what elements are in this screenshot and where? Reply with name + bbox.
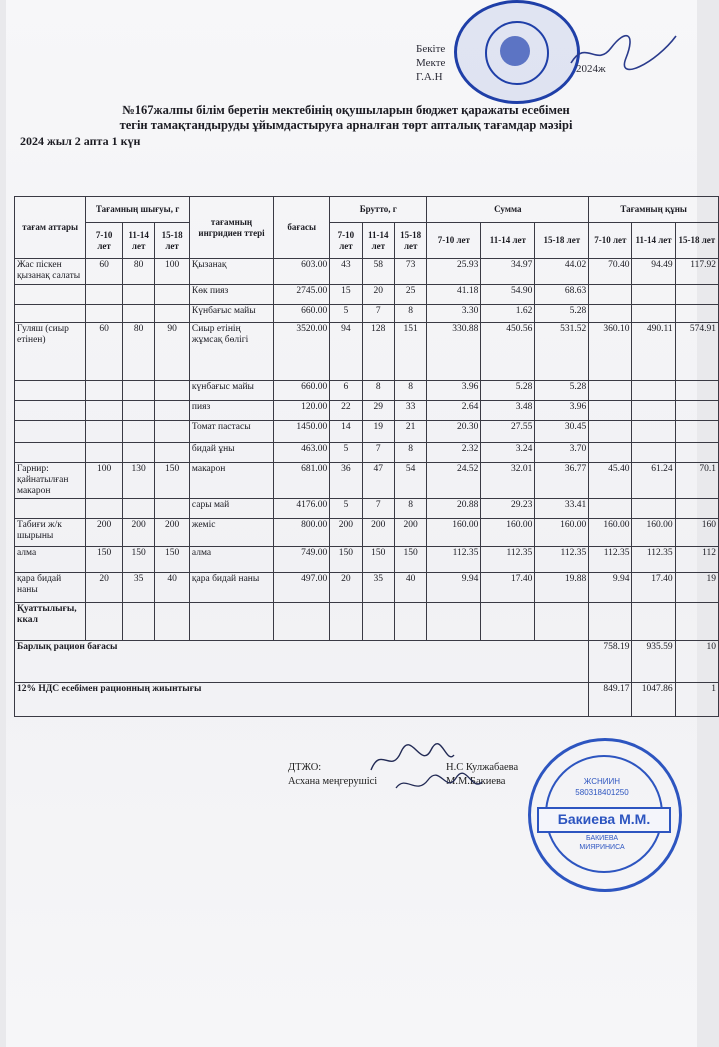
- cell-price: 463.00: [274, 443, 330, 463]
- cell-s3: 44.02: [535, 259, 589, 285]
- cell-g1: 15: [330, 285, 362, 305]
- cell-c1: 360.10: [589, 323, 632, 381]
- ration-total-15-18: 10: [675, 641, 718, 683]
- cell-ing: сары май: [189, 499, 273, 519]
- title-line-1: №167жалпы білім беретін мектебінің оқушыларын бюджет қаражаты есебімен: [122, 103, 570, 117]
- cell-s3: 5.28: [535, 305, 589, 323]
- table-row: [15, 443, 719, 463]
- cell-c1: [589, 499, 632, 519]
- cell-p3: [155, 401, 190, 421]
- cell-c1: [589, 603, 632, 641]
- approval-line-1: Бекіте: [416, 43, 446, 55]
- cell-p2: [122, 401, 154, 421]
- cell-p3: [155, 381, 190, 401]
- cell-c1: [589, 421, 632, 443]
- cell-price: 800.00: [274, 519, 330, 547]
- cell-s3: [535, 603, 589, 641]
- official-seal-top: [454, 0, 580, 104]
- cell-g2: 150: [362, 547, 394, 573]
- cell-g3: [394, 603, 426, 641]
- cell-g3: 151: [394, 323, 426, 381]
- cell-c2: 61.24: [632, 463, 675, 499]
- cell-price: 1450.00: [274, 421, 330, 443]
- cell-g3: 40: [394, 573, 426, 603]
- cell-g1: 36: [330, 463, 362, 499]
- cell-price: [274, 603, 330, 641]
- cell-s2: 450.56: [481, 323, 535, 381]
- approval-year: 2024ж: [576, 63, 606, 75]
- cell-c1: 112.35: [589, 547, 632, 573]
- table-row: [15, 519, 719, 547]
- cell-g3: 8: [394, 305, 426, 323]
- cell-s1: 160.00: [427, 519, 481, 547]
- cell-p2: 150: [122, 547, 154, 573]
- table-row: [15, 463, 719, 499]
- cell-c2: [632, 285, 675, 305]
- cell-s1: 9.94: [427, 573, 481, 603]
- cell-c2: [632, 499, 675, 519]
- table-row: [15, 499, 719, 519]
- cell-c1: [589, 305, 632, 323]
- cell-price: 120.00: [274, 401, 330, 421]
- cell-p1: 20: [86, 573, 123, 603]
- cell-g1: 20: [330, 573, 362, 603]
- cell-p3: [155, 443, 190, 463]
- header-ingredients: тағамның ингридиен ттері: [189, 197, 273, 259]
- document-page: [6, 0, 716, 1047]
- cell-g2: 8: [362, 381, 394, 401]
- stamp-name-box: [537, 807, 671, 833]
- cell-s1: 112.35: [427, 547, 481, 573]
- cell-g3: 25: [394, 285, 426, 305]
- approval-line-2: Мекте: [416, 57, 446, 69]
- cell-dish: [15, 305, 86, 323]
- cell-p1: [86, 305, 123, 323]
- table-row: [15, 573, 719, 603]
- cell-ing: жеміс: [189, 519, 273, 547]
- cell-ing: күнбағыс майы: [189, 381, 273, 401]
- cell-g2: 7: [362, 443, 394, 463]
- cell-p1: 60: [86, 323, 123, 381]
- cell-c3: 19: [675, 573, 718, 603]
- cell-s3: 30.45: [535, 421, 589, 443]
- cell-ing: қара бидай наны: [189, 573, 273, 603]
- cell-g2: 7: [362, 305, 394, 323]
- cell-s1: [427, 603, 481, 641]
- stamp-sub-1: БАКИЕВА: [586, 835, 618, 842]
- cell-s3: 3.96: [535, 401, 589, 421]
- cell-c3: 160: [675, 519, 718, 547]
- cell-c1: 9.94: [589, 573, 632, 603]
- cell-p3: [155, 499, 190, 519]
- state-emblem-icon: [500, 36, 530, 66]
- cell-p3: [155, 305, 190, 323]
- cell-s2: 54.90: [481, 285, 535, 305]
- cell-ing: алма: [189, 547, 273, 573]
- header-age: 15-18 лет: [394, 223, 426, 259]
- cell-price: 4176.00: [274, 499, 330, 519]
- cell-s3: 33.41: [535, 499, 589, 519]
- cell-p3: 100: [155, 259, 190, 285]
- cell-g1: 5: [330, 305, 362, 323]
- header-age: 15-18 лет: [675, 223, 718, 259]
- cell-p1: [86, 603, 123, 641]
- cell-c3: 574.91: [675, 323, 718, 381]
- cell-ing: бидай ұны: [189, 443, 273, 463]
- cell-s2: 3.48: [481, 401, 535, 421]
- cell-ing: Күнбағыс майы: [189, 305, 273, 323]
- cell-dish: [15, 443, 86, 463]
- cell-dish: [15, 421, 86, 443]
- cell-price: 660.00: [274, 381, 330, 401]
- cell-g2: 35: [362, 573, 394, 603]
- cell-p2: [122, 421, 154, 443]
- cell-p1: [86, 499, 123, 519]
- cell-s3: 68.63: [535, 285, 589, 305]
- ration-total-7-10: 758.19: [589, 641, 632, 683]
- cell-s1: 3.96: [427, 381, 481, 401]
- cell-c2: [632, 603, 675, 641]
- stamp-jsn-number: 580318401250: [575, 788, 629, 797]
- cell-c2: 17.40: [632, 573, 675, 603]
- cell-c1: 160.00: [589, 519, 632, 547]
- document-title: [26, 103, 666, 133]
- table-row: [15, 421, 719, 443]
- cell-s2: 29.23: [481, 499, 535, 519]
- cell-g3: 200: [394, 519, 426, 547]
- cell-s3: 160.00: [535, 519, 589, 547]
- cell-c2: [632, 443, 675, 463]
- cell-g1: 5: [330, 443, 362, 463]
- cell-s3: 36.77: [535, 463, 589, 499]
- cell-c2: 94.49: [632, 259, 675, 285]
- cell-dish: алма: [15, 547, 86, 573]
- vat-total-11-14: 1047.86: [632, 683, 675, 717]
- cell-s2: 112.35: [481, 547, 535, 573]
- cell-p1: [86, 401, 123, 421]
- table-row: [15, 323, 719, 381]
- cell-p2: [122, 285, 154, 305]
- cell-c2: [632, 381, 675, 401]
- cell-ing: макарон: [189, 463, 273, 499]
- cell-s2: 32.01: [481, 463, 535, 499]
- cell-price: 2745.00: [274, 285, 330, 305]
- cell-ing: пияз: [189, 401, 273, 421]
- cell-p1: 150: [86, 547, 123, 573]
- header-age: 7-10 лет: [589, 223, 632, 259]
- kitchen-head-label: Асхана меңгерушісі: [288, 776, 378, 787]
- cell-g2: 58: [362, 259, 394, 285]
- cell-p3: [155, 285, 190, 305]
- cell-g2: 20: [362, 285, 394, 305]
- cell-g1: 200: [330, 519, 362, 547]
- vat-total-7-10: 849.17: [589, 683, 632, 717]
- header-gross: Брутто, г: [330, 197, 427, 223]
- cell-s1: 2.32: [427, 443, 481, 463]
- cell-g3: 54: [394, 463, 426, 499]
- cell-dish: [15, 381, 86, 401]
- cell-c3: [675, 285, 718, 305]
- approval-line-3: Г.А.Н: [416, 71, 443, 83]
- cell-c1: [589, 401, 632, 421]
- cell-s1: 2.64: [427, 401, 481, 421]
- cell-p1: 100: [86, 463, 123, 499]
- dtzho-label: ДТЖО:: [288, 762, 322, 773]
- cell-c1: 45.40: [589, 463, 632, 499]
- cell-c2: 160.00: [632, 519, 675, 547]
- header-age: 7-10 лет: [330, 223, 362, 259]
- cell-p1: [86, 421, 123, 443]
- cell-c3: [675, 443, 718, 463]
- stamp-jsn-label: ЖСНИИН: [583, 777, 621, 786]
- kitchen-head-name: М.М.Бакиева: [446, 776, 506, 787]
- cell-g1: 94: [330, 323, 362, 381]
- table-row: [15, 285, 719, 305]
- cell-s2: 3.24: [481, 443, 535, 463]
- ration-total-label: Барлық рацион бағасы: [15, 641, 589, 683]
- cell-s2: 34.97: [481, 259, 535, 285]
- cell-dish: [15, 401, 86, 421]
- cell-p3: [155, 603, 190, 641]
- cell-dish: [15, 285, 86, 305]
- cell-g2: 128: [362, 323, 394, 381]
- vat-total-15-18: 1: [675, 683, 718, 717]
- cell-s2: 27.55: [481, 421, 535, 443]
- cell-g2: 200: [362, 519, 394, 547]
- cell-s1: 20.30: [427, 421, 481, 443]
- table-row: [15, 547, 719, 573]
- cell-s3: 5.28: [535, 381, 589, 401]
- approval-block: [416, 42, 606, 84]
- cell-ing: Томат пастасы: [189, 421, 273, 443]
- cell-g2: 29: [362, 401, 394, 421]
- cell-price: 497.00: [274, 573, 330, 603]
- cell-dish: Гуляш (сиыр етінен): [15, 323, 86, 381]
- cell-p2: [122, 443, 154, 463]
- cell-s1: 25.93: [427, 259, 481, 285]
- cell-price: 660.00: [274, 305, 330, 323]
- table-row: [15, 401, 719, 421]
- cell-g3: 8: [394, 443, 426, 463]
- cell-g2: 47: [362, 463, 394, 499]
- header-age: 15-18 лет: [535, 223, 589, 259]
- dtzho-name: Н.С Кулжабаева: [446, 762, 519, 773]
- vat-total-label: 12% НДС есебімен рационның жиынтығы: [15, 683, 589, 717]
- cell-c1: [589, 285, 632, 305]
- cell-c3: [675, 603, 718, 641]
- cell-p2: 80: [122, 323, 154, 381]
- cell-g1: 14: [330, 421, 362, 443]
- cell-p2: [122, 381, 154, 401]
- cell-dish: қара бидай наны: [15, 573, 86, 603]
- cell-ing: Қызанақ: [189, 259, 273, 285]
- cell-c1: 70.40: [589, 259, 632, 285]
- cell-s2: 17.40: [481, 573, 535, 603]
- stamp-sub-2: МИЯРИНИСА: [579, 844, 625, 851]
- cell-s1: 3.30: [427, 305, 481, 323]
- table-row: [15, 305, 719, 323]
- cell-g1: 5: [330, 499, 362, 519]
- cell-g3: 21: [394, 421, 426, 443]
- cell-dish: [15, 499, 86, 519]
- cell-p2: 35: [122, 573, 154, 603]
- header-portion: Тағамның шығуы, г: [86, 197, 190, 223]
- cell-s3: 3.70: [535, 443, 589, 463]
- cell-c3: [675, 421, 718, 443]
- cell-s1: 330.88: [427, 323, 481, 381]
- cell-p2: [122, 305, 154, 323]
- cell-c2: 112.35: [632, 547, 675, 573]
- cell-p2: 130: [122, 463, 154, 499]
- cell-s3: 19.88: [535, 573, 589, 603]
- header-dish-cost: Тағамның құны: [589, 197, 719, 223]
- cell-g2: 7: [362, 499, 394, 519]
- cell-s1: 41.18: [427, 285, 481, 305]
- cell-g3: 8: [394, 381, 426, 401]
- cell-price: 3520.00: [274, 323, 330, 381]
- cell-c3: 70.1: [675, 463, 718, 499]
- cell-s2: 5.28: [481, 381, 535, 401]
- cell-c2: [632, 305, 675, 323]
- cell-g3: 150: [394, 547, 426, 573]
- cell-ing: Көк пияз: [189, 285, 273, 305]
- cell-price: 681.00: [274, 463, 330, 499]
- cell-g2: 19: [362, 421, 394, 443]
- cell-c3: [675, 305, 718, 323]
- cell-p2: 80: [122, 259, 154, 285]
- table-row: [15, 603, 719, 641]
- cell-p3: 150: [155, 547, 190, 573]
- cell-c3: 112: [675, 547, 718, 573]
- cell-p1: [86, 443, 123, 463]
- cell-dish: Қуаттылығы, ккал: [15, 603, 86, 641]
- cell-price: 749.00: [274, 547, 330, 573]
- cell-c1: [589, 443, 632, 463]
- cell-g2: [362, 603, 394, 641]
- cell-dish: Гарнир: қайнатылған макарон: [15, 463, 86, 499]
- cell-p2: [122, 603, 154, 641]
- cell-c3: 117.92: [675, 259, 718, 285]
- cell-p3: [155, 421, 190, 443]
- cell-c3: [675, 401, 718, 421]
- header-age: 11-14 лет: [362, 223, 394, 259]
- ration-total-11-14: 935.59: [632, 641, 675, 683]
- cell-ing: Сиыр етінің жұмсақ бөлігі: [189, 323, 273, 381]
- cell-c2: 490.11: [632, 323, 675, 381]
- header-age: 11-14 лет: [122, 223, 154, 259]
- stamp-name: Бакиева М.М.: [557, 811, 651, 827]
- cell-g1: 22: [330, 401, 362, 421]
- cell-p1: 60: [86, 259, 123, 285]
- cell-p3: 150: [155, 463, 190, 499]
- kitchen-head-signature: [394, 770, 484, 800]
- cell-s1: 24.52: [427, 463, 481, 499]
- header-age: 11-14 лет: [481, 223, 535, 259]
- kitchen-head-stamp: [528, 738, 682, 892]
- cell-dish: Жас піскен қызанақ салаты: [15, 259, 86, 285]
- cell-p1: [86, 285, 123, 305]
- cell-ing: [189, 603, 273, 641]
- cell-p3: 90: [155, 323, 190, 381]
- cell-c2: [632, 421, 675, 443]
- header-age: 7-10 лет: [427, 223, 481, 259]
- cell-p3: 200: [155, 519, 190, 547]
- cell-g1: 150: [330, 547, 362, 573]
- table-row: [15, 259, 719, 285]
- header-age: 15-18 лет: [155, 223, 190, 259]
- cell-g1: [330, 603, 362, 641]
- cell-s3: 531.52: [535, 323, 589, 381]
- header-age: 11-14 лет: [632, 223, 675, 259]
- menu-date: 2024 жыл 2 апта 1 күн: [20, 134, 141, 148]
- cell-c3: [675, 381, 718, 401]
- cell-c3: [675, 499, 718, 519]
- cell-p2: [122, 499, 154, 519]
- cell-p2: 200: [122, 519, 154, 547]
- table-row: [15, 381, 719, 401]
- header-dish-name: тағам аттары: [15, 197, 86, 259]
- title-line-2: тегін тамақтандыруды ұйымдастыруға арналған төрт апталық тағамдар мәзірі: [119, 118, 573, 132]
- cell-s2: [481, 603, 535, 641]
- cell-s2: 160.00: [481, 519, 535, 547]
- cell-g3: 33: [394, 401, 426, 421]
- cell-s2: 1.62: [481, 305, 535, 323]
- cell-dish: Табиғи ж/к шырыны: [15, 519, 86, 547]
- cell-c2: [632, 401, 675, 421]
- header-age: 7-10 лет: [86, 223, 123, 259]
- menu-table-body: [15, 259, 719, 641]
- cell-p1: 200: [86, 519, 123, 547]
- cell-g1: 43: [330, 259, 362, 285]
- cell-s3: 112.35: [535, 547, 589, 573]
- cell-c1: [589, 381, 632, 401]
- cell-g3: 73: [394, 259, 426, 285]
- cell-p3: 40: [155, 573, 190, 603]
- cell-g1: 6: [330, 381, 362, 401]
- cell-price: 603.00: [274, 259, 330, 285]
- cell-g3: 8: [394, 499, 426, 519]
- cell-p1: [86, 381, 123, 401]
- menu-table: [14, 196, 719, 717]
- header-sum: Сумма: [427, 197, 589, 223]
- header-price: бағасы: [274, 197, 330, 259]
- cell-s1: 20.88: [427, 499, 481, 519]
